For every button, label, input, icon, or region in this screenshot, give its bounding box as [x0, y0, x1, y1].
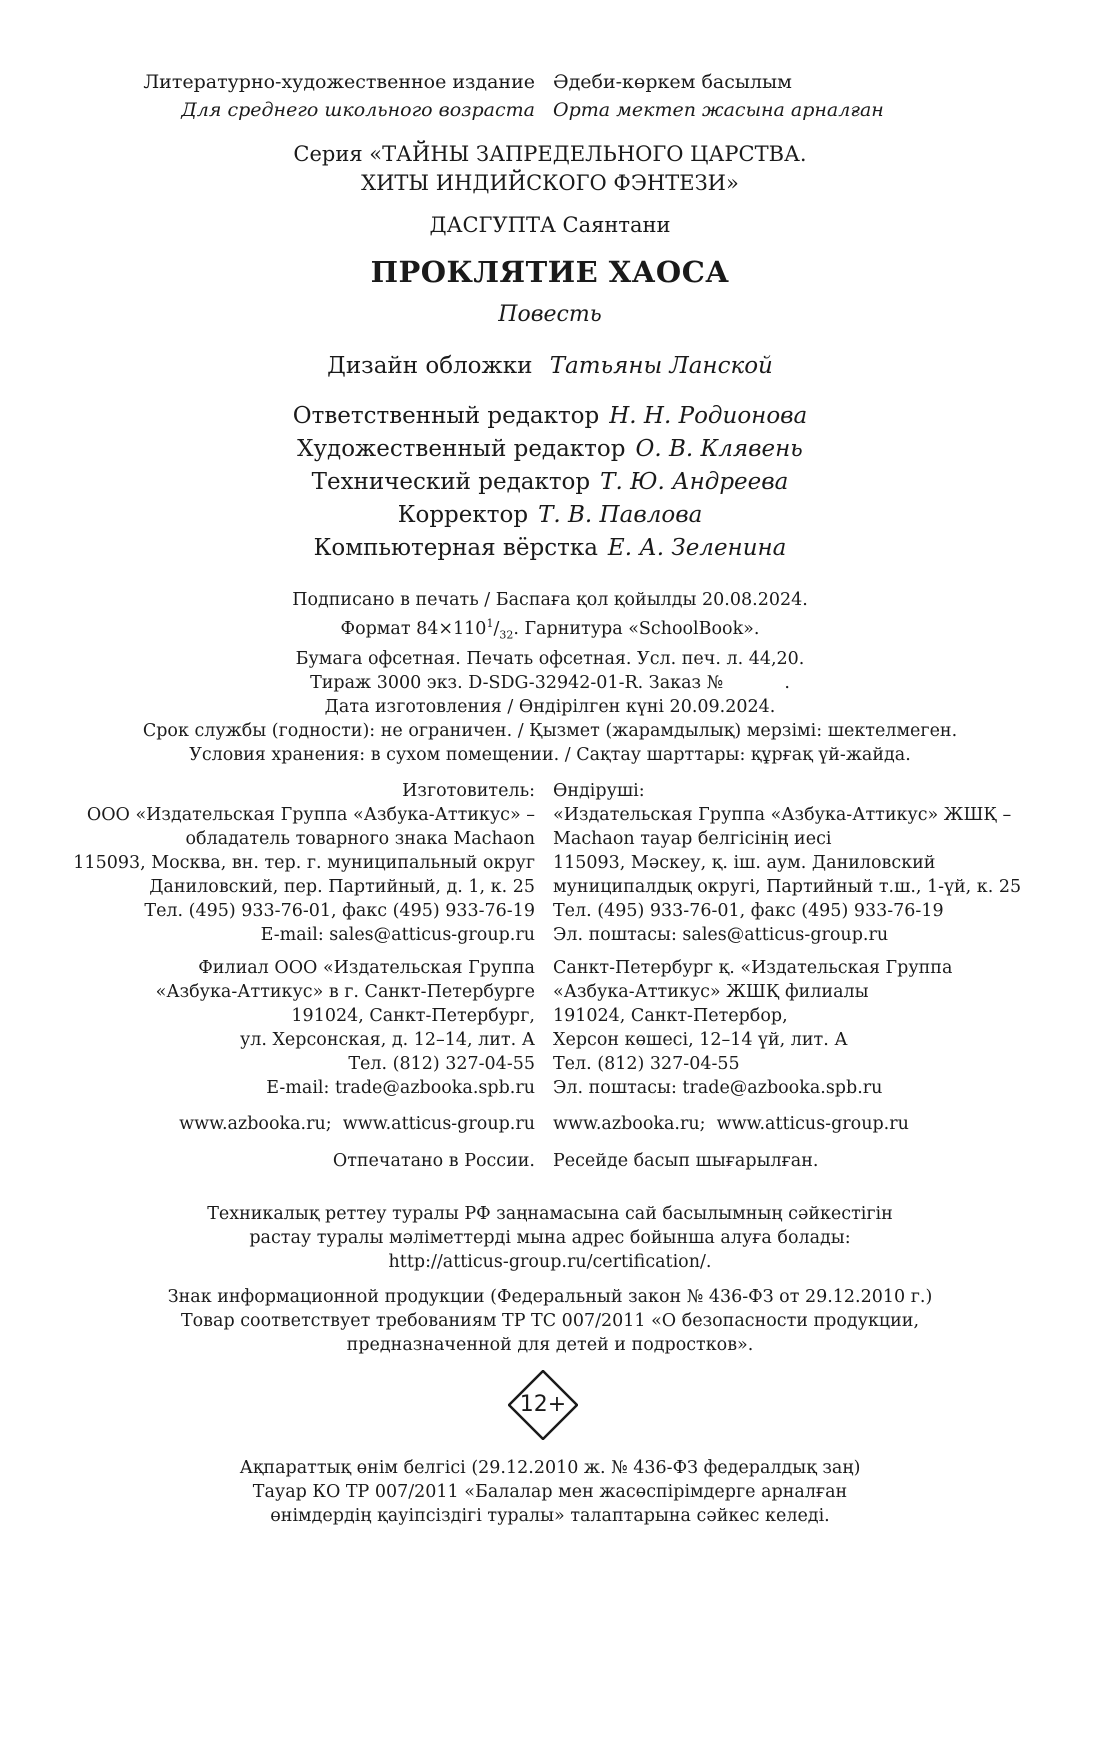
info-sign-line: өнімдердің қауіпсіздігі туралы» талаптарына сәйкес келеді. — [270, 1506, 830, 1526]
credit-role: Технический редактор — [311, 469, 591, 495]
shelf-life: Срок службы (годности): не ограничен. / Қызмет (жарамдылық) мерзімі: шектелмеген. — [142, 721, 958, 742]
info-sign-line: предназначенной для детей и подростков». — [346, 1335, 754, 1355]
producer-email: Эл. поштасы: sales@atticus-group.ru — [553, 925, 889, 945]
info-sign-line: Знак информационной продукции (Федеральный закон № 436-ФЗ от 29.12.2010 г.) — [167, 1287, 933, 1307]
websites-kz — [553, 1112, 1073, 1136]
credit-row — [0, 433, 1100, 466]
signed-date: Подписано в печать / Баспаға қол қойылды 20.08.2024. — [292, 590, 808, 610]
info-sign-line: Товар соответствует требованиям ТР ТС 007/2011 «О безопасности продукции, — [180, 1311, 920, 1331]
producer-line: Даниловский, пер. Партийный, д. 1, к. 25 — [149, 877, 535, 897]
producer-line: обладатель товарного знака Machaon — [185, 829, 535, 849]
credit-row — [0, 400, 1100, 433]
producer-line: «Издательская Группа «Азбука-Аттикус» ЖШҚ – — [553, 805, 1012, 825]
credit-row — [0, 532, 1100, 565]
producer-line: Machaon тауар белгісінің иесі — [553, 829, 832, 849]
age-group-line: Для среднего школьного возраста — [181, 99, 535, 121]
series-line: ХИТЫ ИНДИЙСКОГО ФЭНТЕЗИ» — [361, 171, 739, 195]
branch-line: Тел. (812) 327-04-55 — [553, 1054, 740, 1074]
genre-label: Повесть — [498, 302, 602, 327]
printed-in-text: Отпечатано в России. — [332, 1151, 535, 1171]
branch-email: Эл. поштасы: trade@azbooka.spb.ru — [553, 1078, 883, 1098]
age-group-line: Орта мектеп жасына арналған — [553, 99, 884, 121]
certification-notice — [0, 1202, 1100, 1274]
series-line: Серия «ТАЙНЫ ЗАПРЕДЕЛЬНОГО ЦАРСТВА. — [293, 142, 807, 166]
website-links: www.azbooka.ru; www.atticus-group.ru — [179, 1114, 535, 1134]
credit-row — [0, 499, 1100, 532]
branch-line: Тел. (812) 327-04-55 — [348, 1054, 535, 1074]
printed-in-kz — [553, 1149, 1073, 1173]
credit-name: Е. А. Зеленина — [607, 535, 787, 561]
websites-ru — [15, 1112, 535, 1136]
format-prefix: Формат 84×110 — [340, 618, 487, 639]
producer-line: Өндіруші: — [553, 781, 645, 801]
branch-email: E-mail: trade@azbooka.spb.ru — [266, 1078, 535, 1098]
editorial-credits — [0, 400, 1100, 565]
branch-line: Филиал ООО «Издательская Группа — [198, 958, 535, 978]
branch-line: 191024, Санкт-Петербор, — [553, 1006, 788, 1026]
cover-design-credit — [0, 351, 1100, 381]
producer-line: 115093, Мәскеу, қ. іш. аум. Даниловский — [553, 853, 936, 873]
format-suffix: . Гарнитура «SchoolBook». — [513, 618, 760, 639]
producer-line: 115093, Москва, вн. тер. г. муниципальный округ — [73, 853, 535, 873]
producer-line: Изготовитель: — [402, 781, 535, 801]
print-details — [0, 588, 1100, 767]
branch-line: Санкт-Петербург қ. «Издательская Группа — [553, 958, 953, 978]
branch-line: 191024, Санкт-Петербург, — [291, 1006, 535, 1026]
credit-row — [0, 466, 1100, 499]
cover-design-label: Дизайн обложки — [327, 353, 533, 379]
paper-line: Бумага офсетная. Печать офсетная. Усл. печ. л. 44,20. — [295, 649, 805, 670]
storage-conditions: Условия хранения: в сухом помещении. / Сақтау шарттары: құрғақ үй-жайда. — [189, 745, 911, 766]
author-name: ДАСГУПТА Саянтани — [429, 213, 671, 237]
certification-line: Техникалық реттеу туралы РФ заңнамасына сай басылымның сәйкестігін — [207, 1204, 893, 1224]
credit-name: О. В. Клявень — [635, 436, 803, 462]
info-sign-kz — [0, 1456, 1100, 1528]
branch-line: «Азбука-Аттикус» в г. Санкт-Петербурге — [155, 982, 535, 1002]
format-numerator: 1 — [486, 617, 494, 630]
credit-role: Компьютерная вёрстка — [313, 535, 598, 561]
producer-email: E-mail: sales@atticus-group.ru — [260, 925, 535, 945]
branch-line: Херсон көшесі, 12–14 үй, лит. А — [553, 1030, 848, 1050]
producer-line: муниципалдық округі, Партийный т.ш., 1-үй, к. 25 — [553, 877, 1022, 897]
branch-kz — [553, 956, 1073, 1100]
credit-role: Художественный редактор — [297, 436, 626, 462]
credit-name: Н. Н. Родионова — [609, 403, 808, 429]
producer-line: Тел. (495) 933-76-01, факс (495) 933-76-19 — [144, 901, 535, 921]
credit-name: Т. Ю. Андреева — [600, 469, 789, 495]
branch-line: ул. Херсонская, д. 12–14, лит. А — [239, 1030, 535, 1050]
producer-kz — [553, 779, 1073, 947]
certification-url: http://atticus-group.ru/certification/. — [388, 1252, 712, 1272]
book-title: ПРОКЛЯТИЕ ХАОСА — [370, 255, 730, 289]
producer-line: ООО «Издательская Группа «Азбука-Аттикус» – — [86, 805, 535, 825]
branch-line: «Азбука-Аттикус» ЖШҚ филиалы — [553, 982, 869, 1002]
printed-in-text: Ресейде басып шығарылған. — [553, 1151, 819, 1171]
format-line: Формат $84\times 110^1/_{32}$. Гарнитура «SchoolBook». — [340, 617, 760, 642]
credit-role: Корректор — [397, 502, 529, 528]
info-sign-line: Ақпараттық өнім белгісі (29.12.2010 ж. № 436-ФЗ федералдық заң) — [239, 1458, 861, 1478]
producer-line: Тел. (495) 933-76-01, факс (495) 933-76-19 — [553, 901, 944, 921]
series-title — [0, 140, 1100, 198]
info-sign-line: Тауар КО ТР 007/2011 «Балалар мен жасөспірімдерге арналған — [252, 1482, 848, 1502]
certification-line: растау туралы мәліметтерді мына адрес бойынша алуға болады: — [249, 1228, 851, 1248]
format-denominator: 32 — [499, 628, 514, 642]
print-run-line: Тираж 3000 экз. D-SDG-32942-01-R. Заказ № . — [310, 673, 790, 694]
edition-type-kz — [553, 68, 1053, 124]
age-rating-text: 12+ — [519, 1392, 567, 1417]
producer-ru — [15, 779, 535, 947]
manufacture-date: Дата изготовления / Өндірілген күні 20.09.2024. — [324, 697, 776, 718]
credit-name: Т. В. Павлова — [538, 502, 703, 528]
printed-in-ru — [15, 1149, 535, 1173]
edition-type-line: Әдеби-көркем басылым — [553, 71, 792, 93]
credit-role: Ответственный редактор — [292, 403, 600, 429]
info-sign-ru — [0, 1285, 1100, 1357]
edition-type-ru — [55, 68, 535, 124]
branch-ru — [15, 956, 535, 1100]
edition-type-line: Литературно-художественное издание — [143, 71, 535, 93]
website-links: www.azbooka.ru; www.atticus-group.ru — [553, 1114, 909, 1134]
cover-design-name: Татьяны Ланской — [549, 353, 773, 379]
